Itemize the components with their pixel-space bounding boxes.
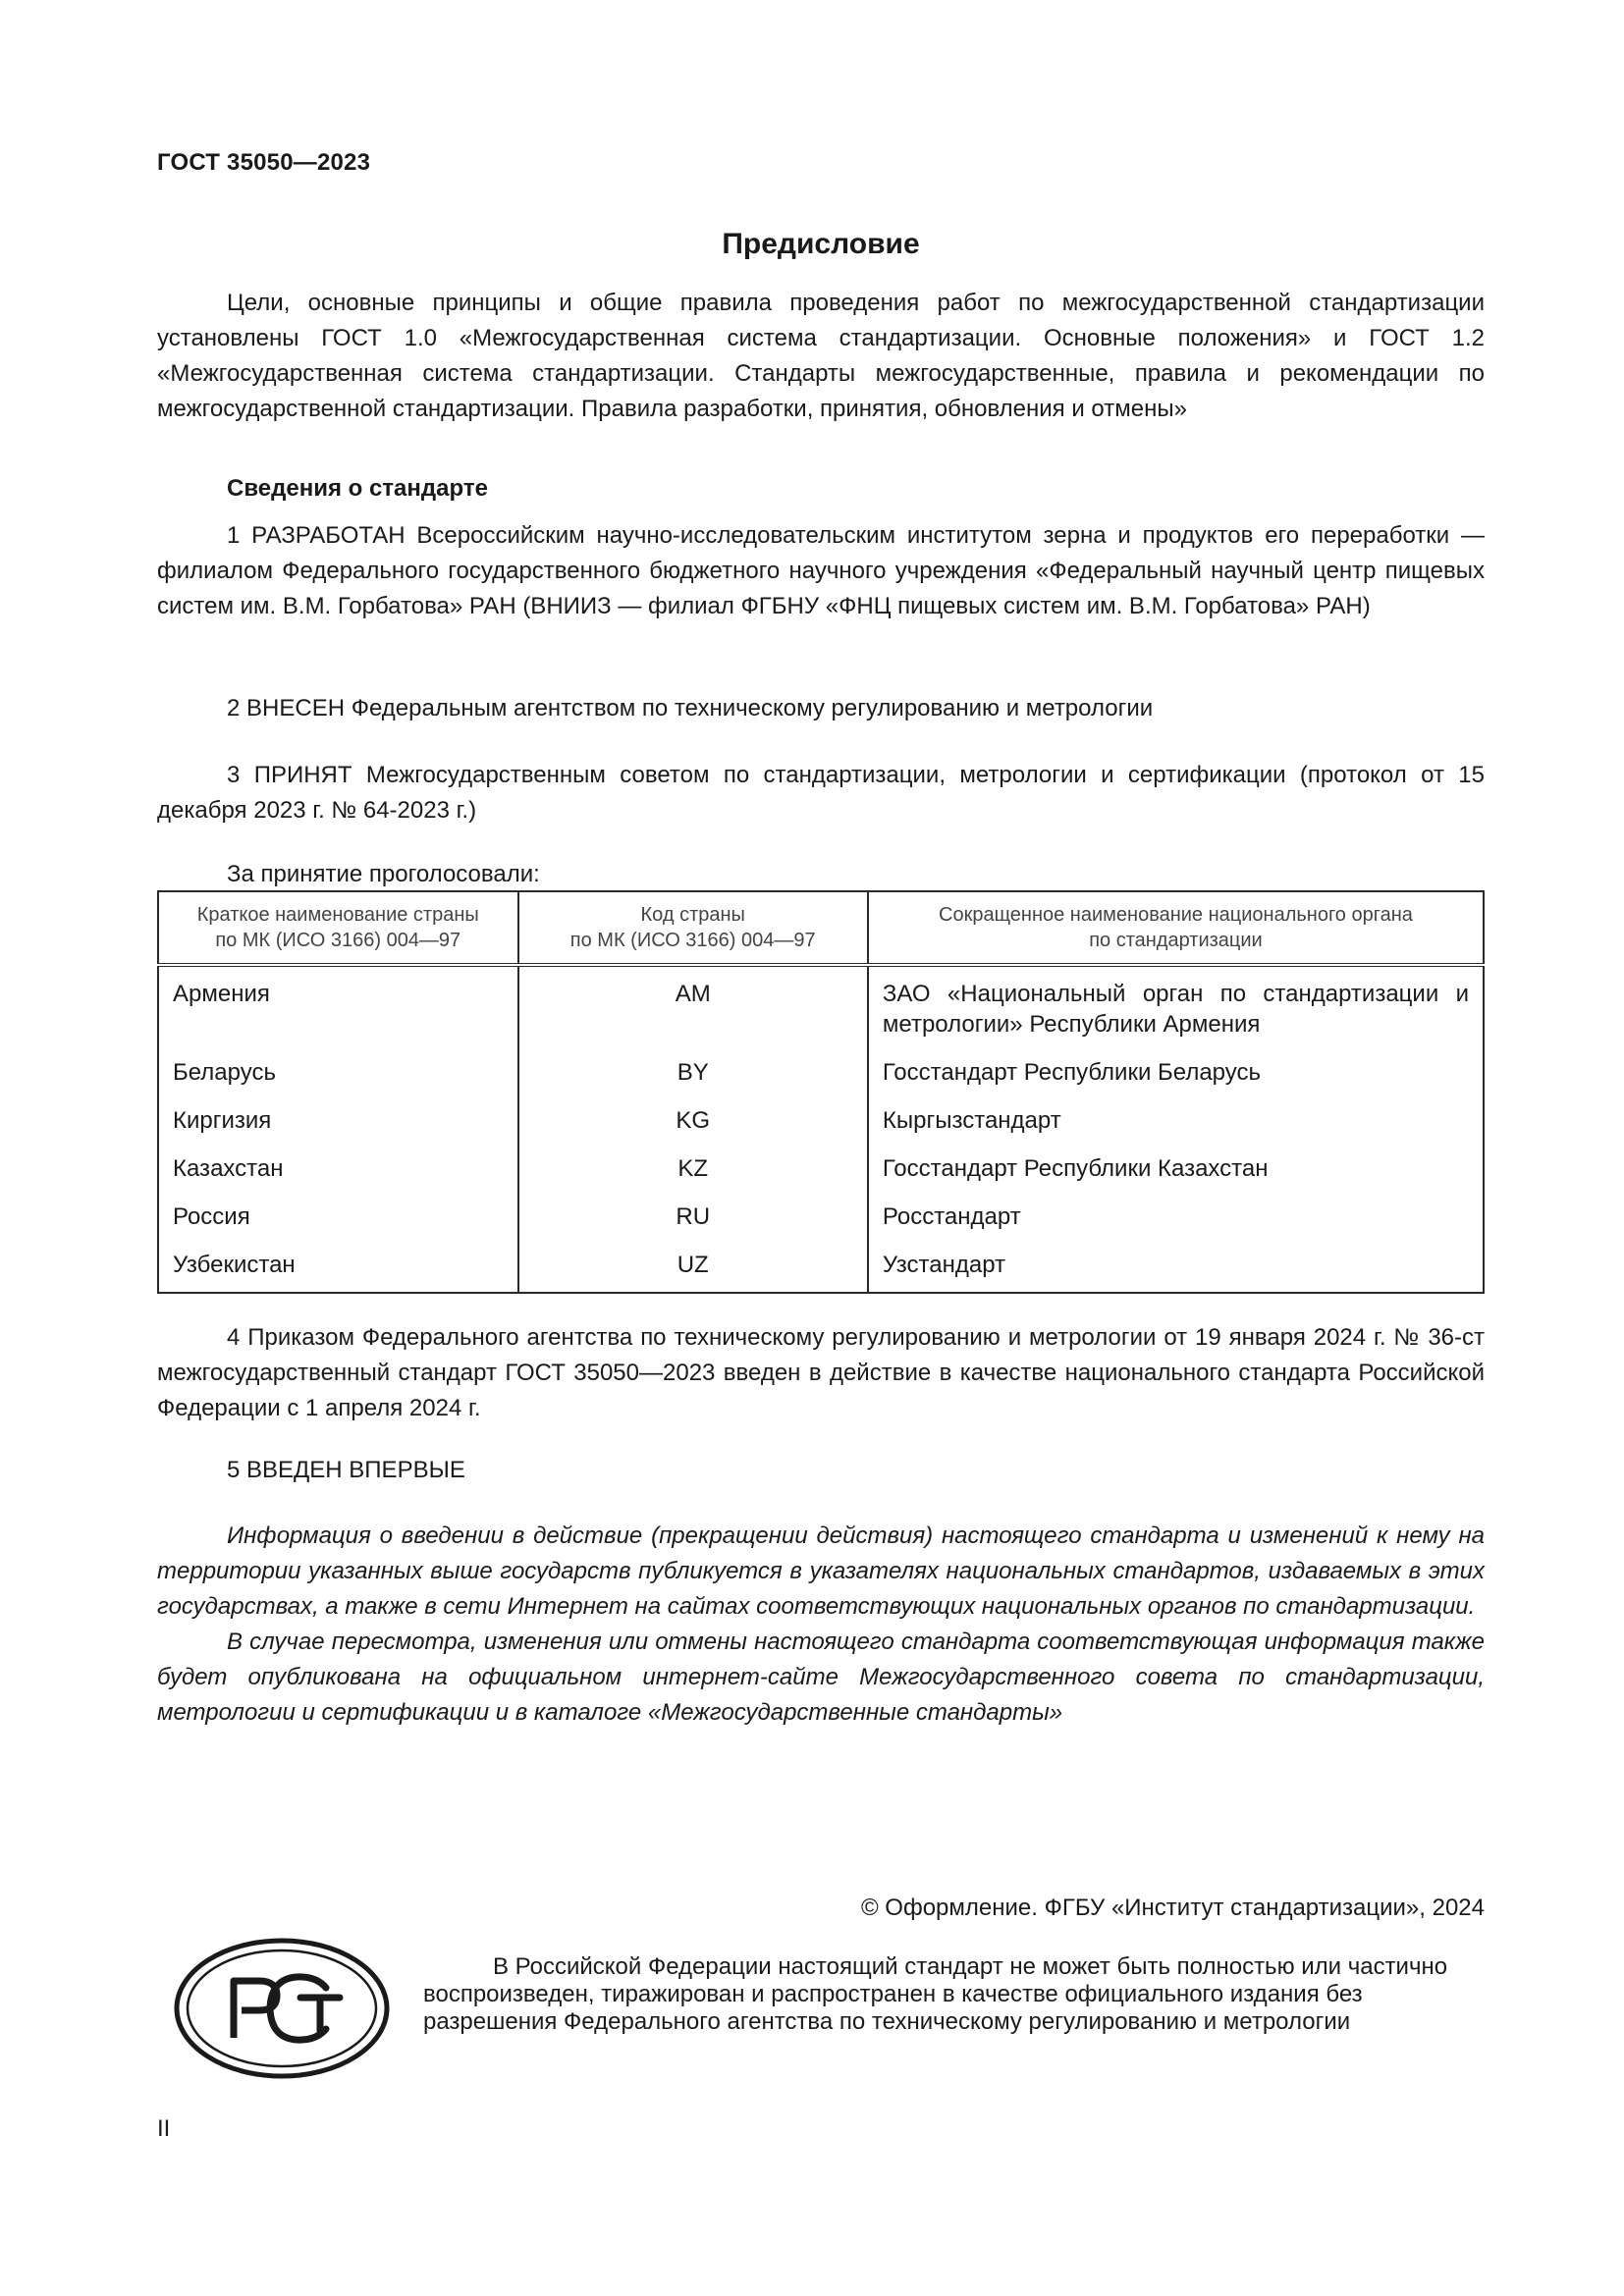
voting-table xyxy=(157,890,1485,1294)
column-header-organization: Сокращенное наименование национального органа по стандартизации xyxy=(868,891,1484,965)
item-4-text: 4 Приказом Федерального агентства по техническому регулированию и метрологии от 19 января 2024 г. № 36-ст межгосударственный стандарт ГОСТ 35050—2023 введен в действие в качестве национального стандарта Российской Федерации с 1 апреля 2024 г. xyxy=(157,1324,1485,1421)
document-code: ГОСТ 35050—2023 xyxy=(157,149,371,176)
organization-cell: Кыргызстандарт xyxy=(868,1088,1484,1136)
vote-caption: За принятие проголосовали: xyxy=(227,861,540,887)
country-cell: Беларусь xyxy=(158,1040,518,1088)
organization-cell: Госстандарт Республики Беларусь xyxy=(868,1040,1484,1088)
code-cell: AM xyxy=(518,965,868,1040)
table-row xyxy=(158,1088,1484,1136)
code-cell: BY xyxy=(518,1040,868,1088)
table-row xyxy=(158,1040,1484,1088)
item-5: 5 ВВЕДЕН ВПЕРВЫЕ xyxy=(227,1457,465,1483)
country-cell: Киргизия xyxy=(158,1088,518,1136)
table-row xyxy=(158,965,1484,1040)
page-title: Предисловие xyxy=(722,228,920,260)
table-row xyxy=(158,1232,1484,1293)
rst-certification-mark-icon xyxy=(173,1937,391,2080)
info-block xyxy=(157,1519,1485,1731)
column-header-code: Код страны по МК (ИСО 3166) 004—97 xyxy=(518,891,868,965)
info-paragraph-2: В случае пересмотра, изменения или отмены настоящего стандарта соответствующая информация также будет опубликована на официальном интернет-сайте Межгосударственного совета по стандартизации, метрологии и сертификации и в каталоге «Межгосударственные стандарты» xyxy=(157,1629,1485,1726)
column-header-country: Краткое наименование страны по МК (ИСО 3166) 004—97 xyxy=(158,891,518,965)
legal-notice xyxy=(423,1953,1484,2036)
country-cell: Казахстан xyxy=(158,1136,518,1184)
country-cell: Узбекистан xyxy=(158,1232,518,1293)
intro-text: Цели, основные принципы и общие правила проведения работ по межгосударственной стандартизации установлены ГОСТ 1.0 «Межгосударственная система стандартизации. Основные положения» и ГОСТ 1.2 «Межгосударственная система стандартизации. Стандарты межгосударственные, правила и рекомендации по межгосударственной стандартизации. Правила разработки, принятия, обновления и отмены» xyxy=(157,290,1485,422)
table-header-row xyxy=(158,891,1484,965)
code-cell: KG xyxy=(518,1088,868,1136)
country-cell: Армения xyxy=(158,965,518,1040)
organization-cell: Госстандарт Республики Казахстан xyxy=(868,1136,1484,1184)
code-cell: KZ xyxy=(518,1136,868,1184)
item-4 xyxy=(157,1320,1485,1426)
item-1-text: 1 РАЗРАБОТАН Всероссийским научно-исследовательским институтом зерна и продуктов его переработки — филиалом Федерального государственного бюджетного научного учреждения «Федеральный научный центр пищевых систем им. В.М. Горбатова» РАН (ВНИИЗ — филиал ФГБНУ «ФНЦ пищевых систем им. В.М. Горбатова» РАН) xyxy=(157,522,1485,619)
table-row xyxy=(158,1184,1484,1232)
table-row xyxy=(158,1136,1484,1184)
item-3 xyxy=(157,758,1485,828)
code-cell: RU xyxy=(518,1184,868,1232)
copyright-line: © Оформление. ФГБУ «Институт стандартизации», 2024 xyxy=(860,1895,1485,1921)
item-1 xyxy=(157,518,1485,624)
page-number: II xyxy=(157,2115,171,2142)
organization-cell: ЗАО «Национальный орган по стандартизации и метрологии» Республики Армения xyxy=(868,965,1484,1040)
item-3-text: 3 ПРИНЯТ Межгосударственным советом по стандартизации, метрологии и сертификации (протокол от 15 декабря 2023 г. № 64-2023 г.) xyxy=(157,762,1485,824)
code-cell: UZ xyxy=(518,1232,868,1293)
item-2: 2 ВНЕСЕН Федеральным агентством по техническому регулированию и метрологии xyxy=(227,695,1154,721)
info-paragraph-1: Информация о введении в действие (прекращении действия) настоящего стандарта и изменений к нему на территории указанных выше государств публикуется в указателях национальных стандартов, издаваемых в этих государствах, а также в сети Интернет на сайтах соответствующих национальных органов по стандартизации. xyxy=(157,1522,1485,1620)
organization-cell: Росстандарт xyxy=(868,1184,1484,1232)
section-heading: Сведения о стандарте xyxy=(227,475,488,502)
country-cell: Россия xyxy=(158,1184,518,1232)
organization-cell: Узстандарт xyxy=(868,1232,1484,1293)
intro-paragraph xyxy=(157,286,1485,427)
legal-notice-text: В Российской Федерации настоящий стандарт не может быть полностью или частично воспроизведен, тиражирован и распространен в качестве официального издания без разрешения Федерального агентства по техническому регулированию и метрологии xyxy=(423,1953,1448,2035)
